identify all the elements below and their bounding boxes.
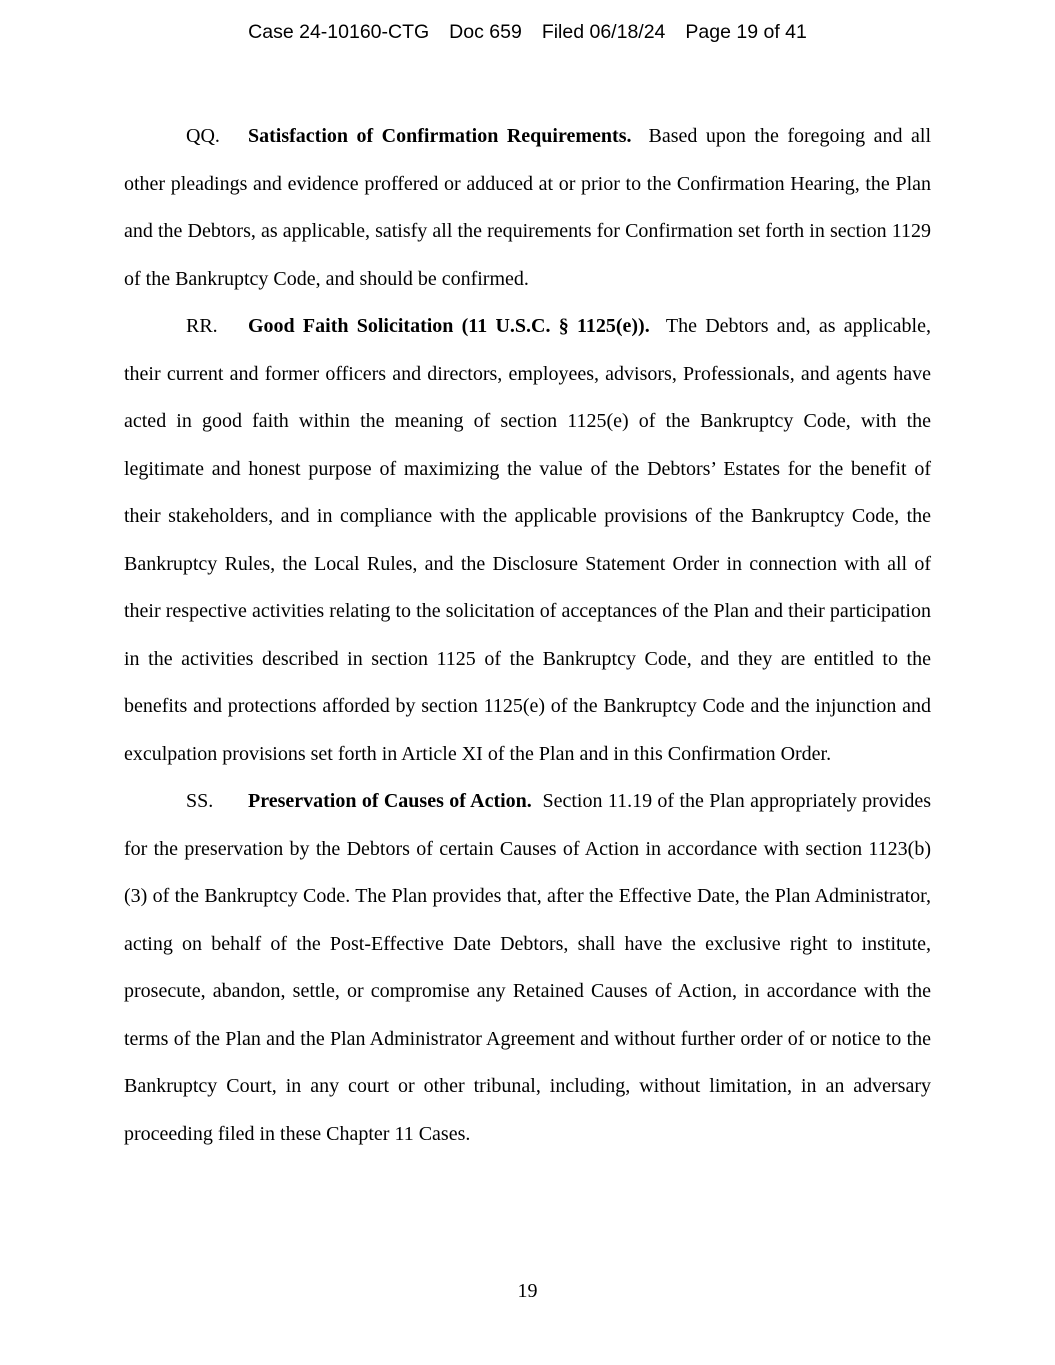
page-of-total: Page 19 of 41 bbox=[685, 21, 807, 43]
case-number: Case 24-10160-CTG bbox=[248, 21, 430, 43]
filing-header bbox=[0, 19, 1055, 45]
filed-date: Filed 06/18/24 bbox=[541, 21, 666, 43]
page-number: 19 bbox=[517, 1280, 538, 1302]
paragraph-label: QQ. bbox=[186, 125, 220, 147]
paragraph-label: SS. bbox=[186, 790, 214, 812]
paragraph-text: Based upon the foregoing and all other pleadings and evidence proffered or adduced at or prior to the Confirmation Hearing, the Plan and the Debtors, as applicable, satisfy all the requirements for Confirmation set forth in section 1129 of the Bankruptcy Code, and should be confirmed. bbox=[124, 125, 932, 290]
paragraph-rr bbox=[124, 303, 931, 778]
document-body bbox=[124, 113, 931, 1158]
paragraph-label: RR. bbox=[186, 315, 218, 337]
paragraph-text: Section 11.19 of the Plan appropriately provides for the preservation by the Debtors of certain Causes of Action in accordance with section 1123(b)(3) of the Bankruptcy Code. The Plan provides that, after the Effective Date, the Plan Administrator, acting on behalf of the Post-Effective Date Debtors, shall have the exclusive right to institute, prosecute, abandon, settle, or compromise any Retained Causes of Action, in accordance with the terms of the Plan and the Plan Administrator Agreement and without further order of or notice to the Bankruptcy Court, in any court or other tribunal, including, without limitation, in an adversary proceeding filed in these Chapter 11 Cases. bbox=[124, 790, 931, 1145]
paragraph-heading: Satisfaction of Confirmation Requirements. bbox=[248, 125, 632, 147]
paragraph-text: The Debtors and, as applicable, their current and former officers and directors, employees, advisors, Professionals, and agents have acted in good faith within the meaning of section 1125(e) of the Bankruptcy Code, with the legitimate and honest purpose of maximizing the value of the Debtors’ Estates for the benefit of their stakeholders, and in compliance with the applicable provisions of the Bankruptcy Code, the Bankruptcy Rules, the Local Rules, and the Disclosure Statement Order in connection with all of their respective activities relating to the solicitation of acceptances of the Plan and their participation in the activities described in section 1125 of the Bankruptcy Code, and they are entitled to the benefits and protections afforded by section 1125(e) of the Bankruptcy Code and the injunction and exculpation provisions set forth in Article XI of the Plan and in this Confirmation Order. bbox=[124, 315, 931, 765]
paragraph-heading: Preservation of Causes of Action. bbox=[248, 790, 532, 812]
doc-number: Doc 659 bbox=[449, 21, 522, 43]
paragraph-heading: Good Faith Solicitation (11 U.S.C. § 1125(e)). bbox=[248, 315, 650, 337]
paragraph-qq bbox=[124, 113, 931, 303]
paragraph-ss bbox=[124, 778, 931, 1158]
